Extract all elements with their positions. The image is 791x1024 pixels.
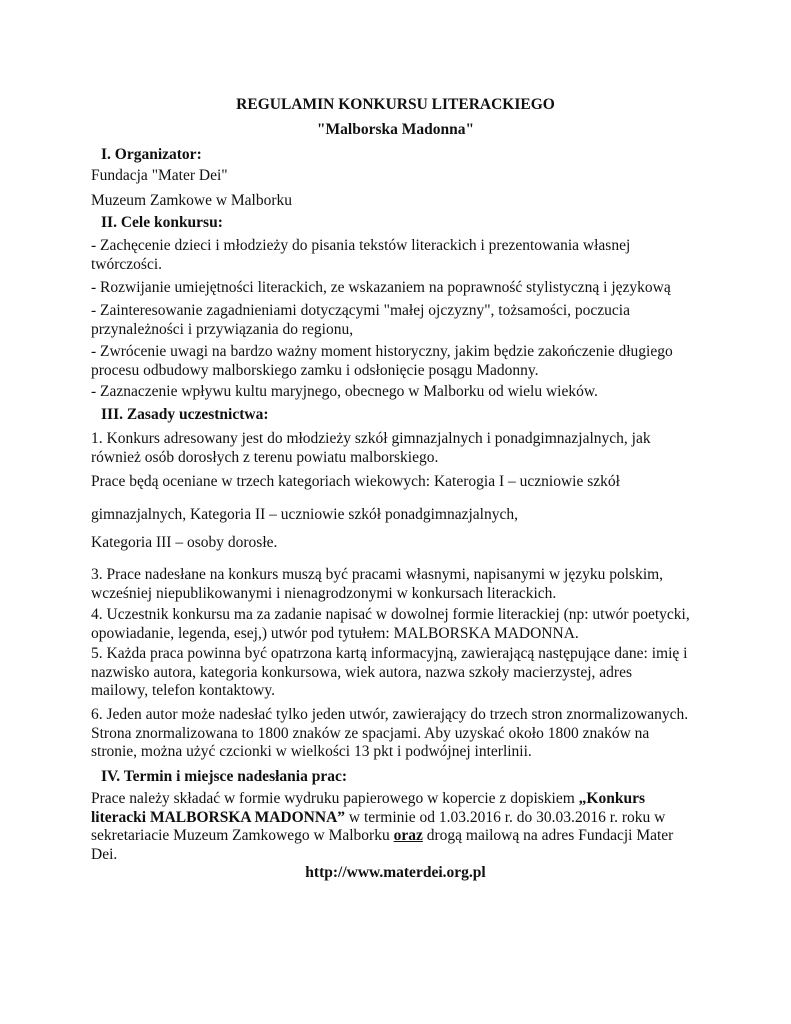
goal-item: - Zaznaczenie wpływu kultu maryjnego, obecnego w Malborku od wielu wieków.: [91, 383, 598, 400]
document-subtitle: "Malborska Madonna": [316, 121, 475, 138]
goal-item: - Zwrócenie uwagi na bardzo ważny moment historyczny, jakim będzie zakończenie długiego procesu odbudowy malborskiego zamku i odsłonięcie posągu Madonny.: [91, 343, 673, 379]
website-link[interactable]: http://www.materdei.org.pl: [305, 864, 486, 881]
deadline-label-quote: „Konkurs literacki MALBORSKA MADONNA”: [91, 790, 645, 826]
document-title: REGULAMIN KONKURSU LITERACKIEGO: [236, 96, 555, 113]
organizer-line: Fundacja "Mater Dei": [91, 167, 228, 184]
rule-paragraph: 4. Uczestnik konkursu ma za zadanie napisać w dowolnej formie literackiej (np: utwór poetycki, opowiadanie, legenda, esej,) utwór pod tytułem: MALBORSKA MADONNA.: [91, 606, 690, 642]
organizer-line: Muzeum Zamkowe w Malborku: [91, 192, 293, 209]
deadline-text: w terminie od 1.03.2016 r. do 30.03.2016 r. roku w sekretariacie Muzeum Zamkowego w Malborku: [91, 808, 666, 844]
deadline-paragraph: [91, 790, 691, 864]
section-deadline-heading: IV. Termin i miejsce nadesłania prac:: [101, 768, 347, 785]
deadline-text: Prace należy składać w formie wydruku papierowego w kopercie z dopiskiem: [91, 790, 579, 807]
rule-categories-line: Prace będą oceniane w trzech kategoriach wiekowych: Katerogia I – uczniowie szkół: [91, 473, 620, 490]
goal-item: - Zachęcenie dzieci i młodzieży do pisania tekstów literackich i prezentowania własnej twórczości.: [91, 237, 631, 273]
rule-paragraph: 3. Prace nadesłane na konkurs muszą być pracami własnymi, napisanymi w języku polskim, wcześniej niepublikowanymi i nienagrodzonymi w konkursach literackich.: [91, 566, 664, 602]
goal-item: - Rozwijanie umiejętności literackich, ze wskazaniem na poprawność stylistyczną i językową: [91, 279, 671, 296]
goal-item: - Zainteresowanie zagadnieniami dotyczącymi "małej ojczyzny", tożsamości, poczucia przynależności i przywiązania do regionu,: [91, 302, 630, 338]
rule-categories-line: gimnazjalnych, Kategoria II – uczniowie szkół ponadgimnazjalnych,: [91, 506, 518, 523]
rule-paragraph: 5. Każda praca powinna być opatrzona kartą informacyjną, zawierającą następujące dane: imię i nazwisko autora, kategoria konkursowa, wiek autora, nazwa szkoły macierzystej, adres mailowy, telefon kontaktowy.: [91, 645, 688, 699]
deadline-emphasis: oraz: [393, 827, 423, 844]
section-rules-heading: III. Zasady uczestnictwa:: [101, 406, 269, 423]
section-organizer-heading: I. Organizator:: [101, 146, 202, 163]
rule-paragraph: 6. Jeden autor może nadesłać tylko jeden utwór, zawierający do trzech stron znormalizowanych. Strona znormalizowana to 1800 znaków ze spacjami. Aby uzyskać około 1800 znaków na stronie, można użyć czcionki w wielkości 13 pkt i podwójnej interlinii.: [91, 706, 689, 760]
deadline-text: drogą mailową na adres Fundacji Mater Dei.: [91, 827, 674, 863]
section-goals-heading: II. Cele konkursu:: [101, 214, 223, 231]
rule-paragraph: 1. Konkurs adresowany jest do młodzieży szkół gimnazjalnych i ponadgimnazjalnych, jak również osób dorosłych z terenu powiatu malborskiego.: [91, 430, 651, 466]
rule-categories-line: Kategoria III – osoby dorosłe.: [91, 534, 278, 551]
